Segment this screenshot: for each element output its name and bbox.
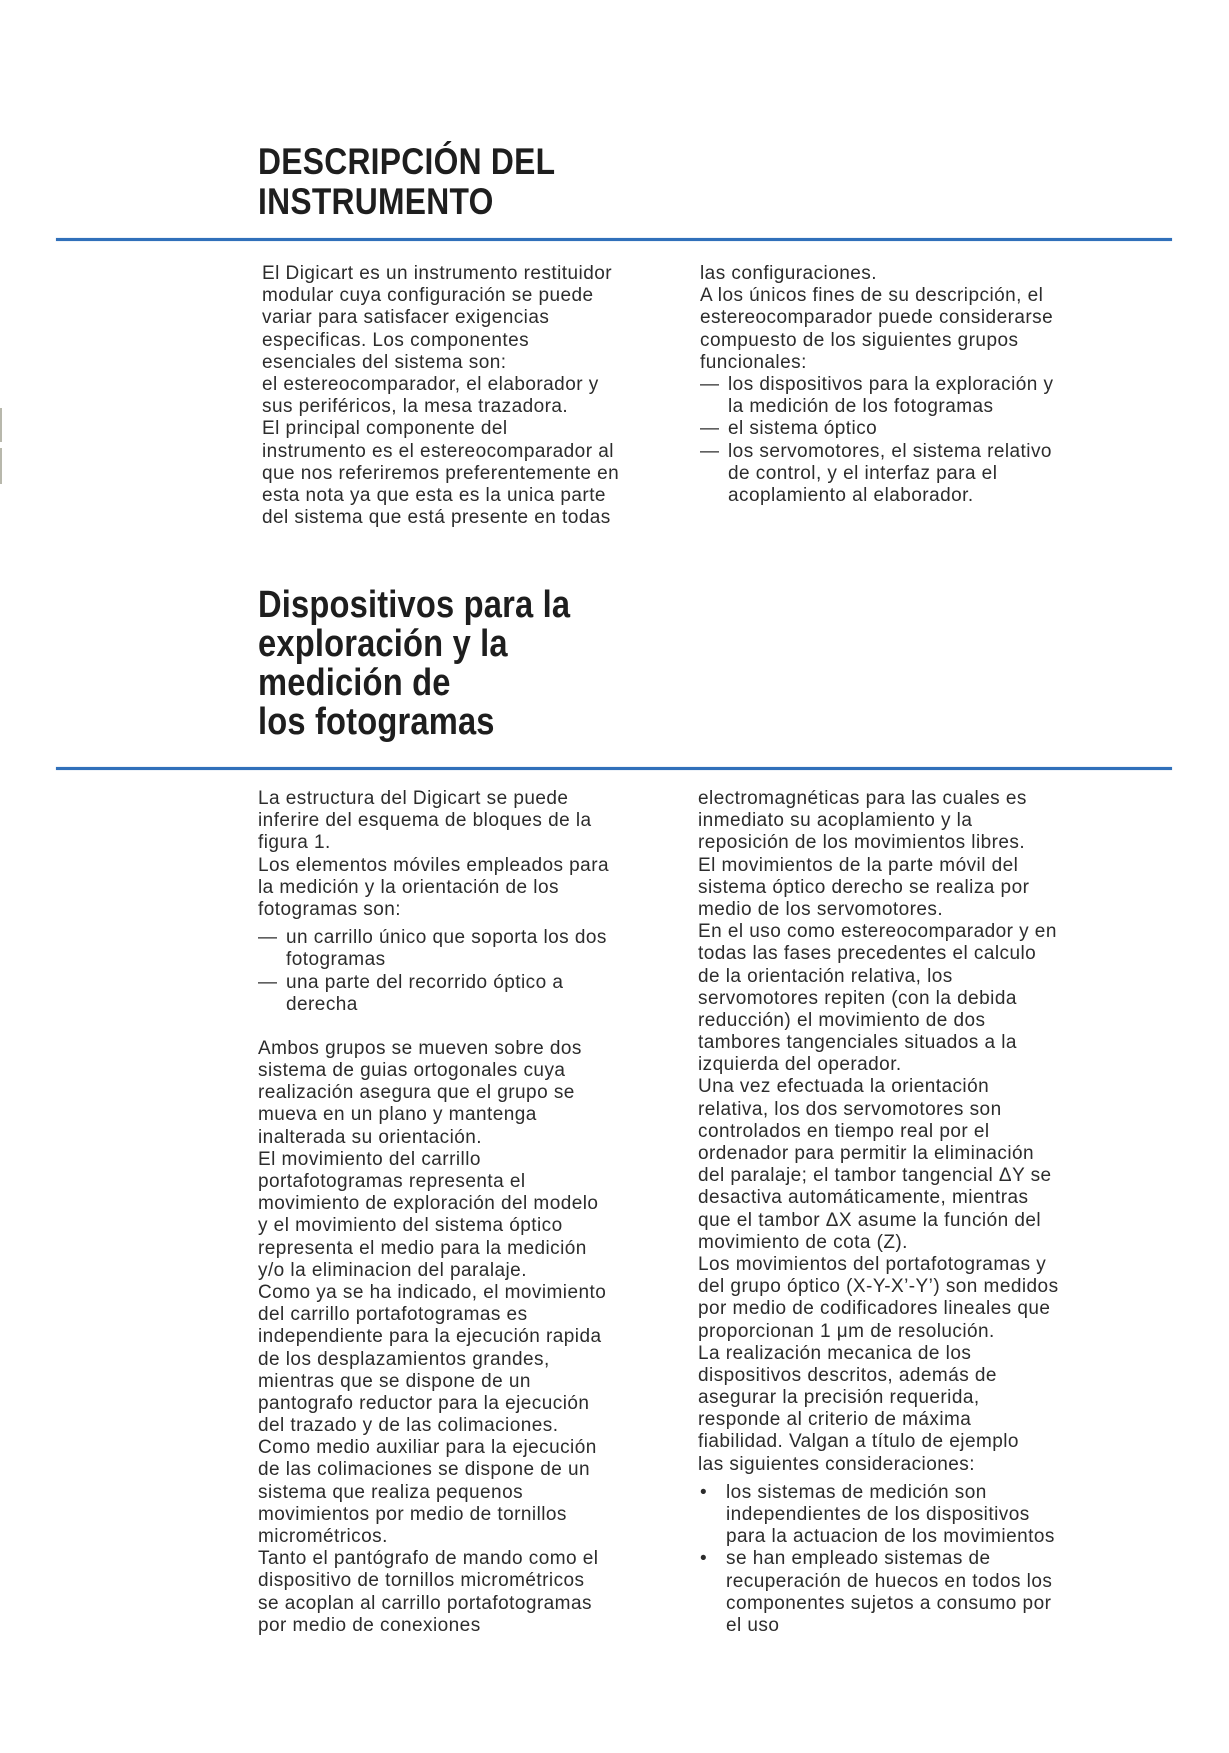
- text-line: dispositivo de tornillos micrométricos: [258, 1570, 585, 1592]
- text-line: El movimiento del carrillo: [258, 1148, 481, 1170]
- text-line: estereocomparador puede considerarse: [700, 307, 1054, 329]
- text-line: La estructura del Digicart se puede: [258, 788, 569, 809]
- dash-marker: —: [700, 440, 720, 462]
- section-heading-dispositivos: [258, 586, 570, 742]
- text-line: inmediato su acoplamiento y la: [698, 810, 973, 832]
- text-line: En el uso como estereocomparador y en: [698, 921, 1057, 943]
- section1-right-column: [700, 263, 1053, 507]
- text-line: las siguientes consideraciones:: [698, 1453, 975, 1475]
- bullet-list-item: [698, 1482, 1059, 1549]
- dash-list-item: [700, 418, 1053, 440]
- text-line: tambores tangenciales situados a la: [698, 1032, 1017, 1054]
- dash-list-item: [700, 374, 1053, 418]
- text-line: inferire del esquema de bloques de la: [258, 810, 592, 832]
- text-line: La realización mecanica de los: [698, 1342, 972, 1364]
- section1-left-column: [262, 263, 619, 529]
- dash-marker: —: [258, 971, 278, 993]
- section2-left-body: [258, 1038, 609, 1637]
- text-line: y/o la eliminacion del paralaje.: [258, 1259, 527, 1281]
- text-line: medio de los servomotores.: [698, 898, 944, 920]
- text-line: sus periféricos, la mesa trazadora.: [262, 396, 569, 418]
- scan-edge-mark: [0, 408, 2, 442]
- text-line: del carrillo portafotogramas es: [258, 1304, 528, 1326]
- list-item-text: independientes de los dispositivos: [726, 1504, 1030, 1525]
- list-item-text: un carrillo único que soporta los dos: [286, 927, 607, 949]
- text-line: de los desplazamientos grandes,: [258, 1348, 550, 1370]
- text-line: funcionales:: [700, 351, 807, 373]
- section2-right-column: [698, 788, 1059, 1637]
- text-line: El principal componente del: [262, 418, 508, 440]
- text-line: realización asegura que el grupo se: [258, 1082, 575, 1104]
- text-line: todas las fases precedentes el calculo: [698, 943, 1037, 965]
- section-heading-descripcion: [258, 142, 555, 222]
- list-item-text: derecha: [286, 993, 358, 1015]
- dash-list-item: [700, 441, 1053, 508]
- text-line: que nos referiremos preferentemente en: [262, 462, 620, 484]
- text-line: del sistema que está presente en todas: [262, 507, 611, 529]
- text-line: mueva en un plano y mantenga: [258, 1104, 537, 1126]
- list-item-text: una parte del recorrido óptico a: [286, 971, 564, 993]
- bullet-marker: •: [700, 1548, 708, 1570]
- text-line: dispositivos descritos, además de: [698, 1364, 997, 1386]
- text-line: del trazado y de las colimaciones.: [258, 1415, 559, 1437]
- list-item-text: de control, y el interfaz para el: [728, 462, 998, 484]
- list-item-text: el sistema óptico: [728, 418, 878, 440]
- text-line: El movimientos de la parte móvil del: [698, 854, 1019, 876]
- text-line: de las colimaciones se dispone de un: [258, 1459, 591, 1481]
- text-line: micrométricos.: [258, 1526, 388, 1547]
- text-line: asegurar la precisión requerida,: [698, 1387, 980, 1409]
- text-line: compuesto de los siguientes grupos: [700, 329, 1019, 351]
- text-line: Una vez efectuada la orientación: [698, 1076, 990, 1098]
- text-line: reposición de los movimientos libres.: [698, 832, 1026, 854]
- list-item-text: los dispositivos para la exploración y: [728, 373, 1054, 395]
- bullet-list-item: [698, 1548, 1059, 1637]
- list-item-text: se han empleado sistemas de: [726, 1548, 991, 1570]
- text-line: controlados en tiempo real por el: [698, 1120, 990, 1142]
- text-line: ordenador para permitir la eliminación: [698, 1143, 1035, 1164]
- text-line: sistema que realiza pequenos: [258, 1481, 524, 1503]
- text-line: pantografo reductor para la ejecución: [258, 1392, 590, 1414]
- heading-line: los fotogramas: [258, 701, 495, 743]
- text-line: movimientos por medio de tornillos: [258, 1503, 567, 1525]
- text-line: mientras que se dispone de un: [258, 1370, 531, 1392]
- text-line: del paralaje; el tambor tangencial ΔY se: [698, 1165, 1052, 1187]
- text-line: se acoplan al carrillo portafotogramas: [258, 1592, 592, 1614]
- text-line: reducción) el movimiento de dos: [698, 1009, 986, 1031]
- text-line: movimiento de exploración del modelo: [258, 1193, 599, 1215]
- text-line: variar para satisfacer exigencias: [262, 307, 550, 329]
- list-item-text: el uso: [726, 1614, 780, 1636]
- text-line: servomotores repiten (con la debida: [698, 987, 1017, 1009]
- section-divider-rule: [56, 767, 1172, 770]
- dash-list-item: [258, 972, 609, 1016]
- text-line: y el movimiento del sistema óptico: [258, 1215, 563, 1237]
- text-line: la medición y la orientación de los: [258, 876, 559, 898]
- text-line: responde al criterio de máxima: [698, 1409, 972, 1431]
- text-line: fiabilidad. Valgan a título de ejemplo: [698, 1431, 1019, 1453]
- text-line: del grupo óptico (X-Y-X’-Y’) son medidos: [698, 1276, 1059, 1298]
- text-line: movimiento de cota (Z).: [698, 1231, 908, 1253]
- text-line: desactiva automáticamente, mientras: [698, 1187, 1029, 1209]
- text-line: modular cuya configuración se puede: [262, 285, 594, 307]
- heading-line: exploración y la: [258, 623, 508, 665]
- list-item-text: componentes sujetos a consumo por: [726, 1592, 1052, 1614]
- scan-edge-mark: [0, 448, 2, 484]
- list-item-text: recuperación de huecos en todos los: [726, 1570, 1053, 1592]
- text-line: Como ya se ha indicado, el movimiento: [258, 1281, 607, 1303]
- bullet-marker: •: [700, 1481, 708, 1503]
- dash-list-item: [258, 927, 609, 971]
- text-line: electromagnéticas para las cuales es: [698, 788, 1027, 809]
- text-line: instrumento es el estereocomparador al: [262, 440, 614, 462]
- list-item-text: acoplamiento al elaborador.: [728, 484, 974, 506]
- heading-line: DESCRIPCIÓN DEL: [258, 141, 556, 182]
- text-line: fotogramas son:: [258, 898, 401, 920]
- text-line: proporcionan 1 μm de resolución.: [698, 1320, 995, 1342]
- text-line: portafotogramas representa el: [258, 1171, 526, 1192]
- heading-line: medición de: [258, 662, 451, 704]
- text-line: Los elementos móviles empleados para: [258, 854, 609, 876]
- heading-line: INSTRUMENTO: [258, 181, 494, 222]
- text-line: inalterada su orientación.: [258, 1126, 483, 1148]
- text-line: por medio de codificadores lineales que: [698, 1298, 1051, 1320]
- text-line: relativa, los dos servomotores son: [698, 1098, 1002, 1120]
- text-line: esenciales del sistema son:: [262, 351, 507, 373]
- text-line: sistema óptico derecho se realiza por: [698, 876, 1030, 898]
- text-line: Como medio auxiliar para la ejecución: [258, 1437, 597, 1459]
- text-line: El Digicart es un instrumento restituidor: [262, 263, 613, 284]
- text-line: de la orientación relativa, los: [698, 965, 953, 987]
- text-line: Los movimientos del portafotogramas y: [698, 1253, 1047, 1275]
- text-line: Ambos grupos se mueven sobre dos: [258, 1037, 582, 1059]
- text-line: sistema de guias ortogonales cuya: [258, 1060, 566, 1082]
- list-item-text: fotogramas: [286, 949, 386, 971]
- list-item-text: los servomotores, el sistema relativo: [728, 440, 1052, 462]
- text-line: especificas. Los componentes: [262, 329, 530, 351]
- section2-right-body: [698, 788, 1059, 1476]
- dash-marker: —: [258, 927, 278, 949]
- text-line: figura 1.: [258, 832, 331, 854]
- text-line: Tanto el pantógrafo de mando como el: [258, 1548, 599, 1570]
- text-line: A los únicos fines de su descripción, el: [700, 285, 1044, 307]
- list-item-text: para la actuacion de los movimientos: [726, 1526, 1055, 1548]
- text-line: independiente para la ejecución rapida: [258, 1326, 602, 1348]
- text-line: izquierda del operador.: [698, 1054, 902, 1076]
- text-line: representa el medio para la medición: [258, 1237, 587, 1259]
- text-line: el estereocomparador, el elaborador y: [262, 373, 599, 395]
- section-divider-rule: [56, 238, 1172, 241]
- list-item-text: los sistemas de medición son: [726, 1481, 987, 1503]
- list-item-text: la medición de los fotogramas: [728, 396, 994, 418]
- dash-marker: —: [700, 418, 720, 440]
- section2-left-column: [258, 788, 609, 1637]
- text-line: que el tambor ΔX asume la función del: [698, 1209, 1042, 1231]
- text-line: por medio de conexiones: [258, 1614, 481, 1636]
- text-line: las configuraciones.: [700, 263, 877, 284]
- dash-marker: —: [700, 373, 720, 395]
- heading-line: Dispositivos para la: [258, 584, 571, 626]
- text-line: esta nota ya que esta es la unica parte: [262, 484, 606, 506]
